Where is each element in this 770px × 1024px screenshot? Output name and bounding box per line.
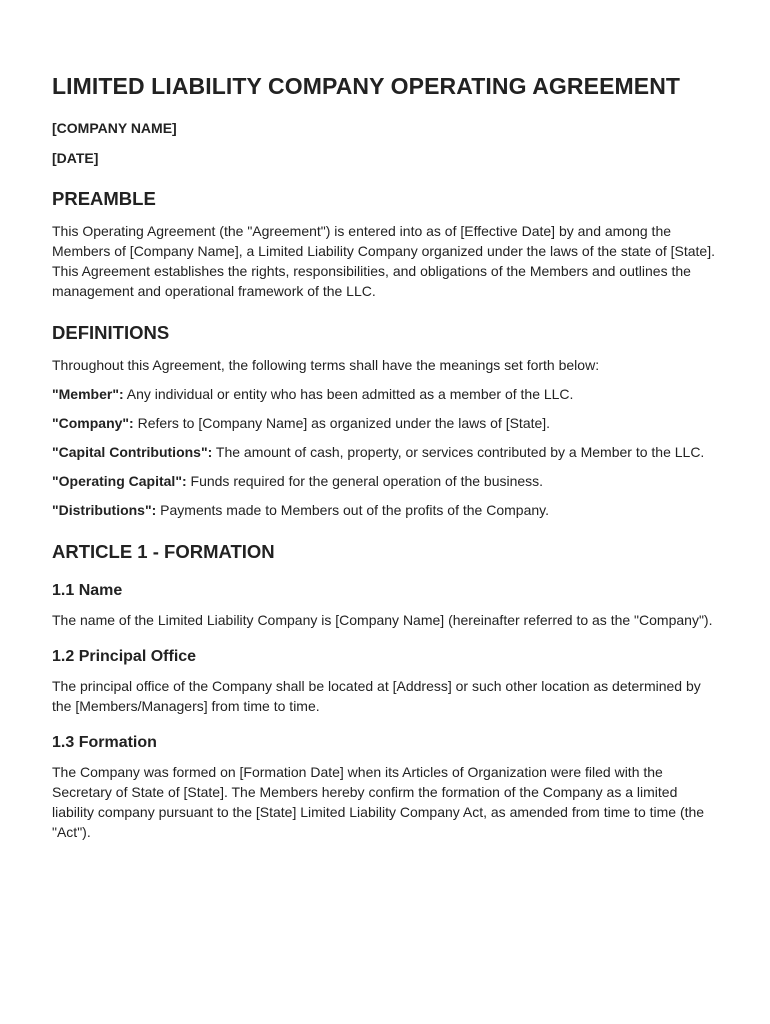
preamble-text: This Operating Agreement (the "Agreement") is entered into as of [Effective Date] by and among the Members of [Company Name], a Limited Liability Company organized under the laws of the state of [State]. This Agreement establishes the rights, responsibilities, and obligations of the Members and outlines the management and operational framework of the LLC. (52, 223, 715, 299)
section-1-2-text: The principal office of the Company shall be located at [Address] or such other location as determined by the [Members/Managers] from time to time. (52, 678, 701, 714)
definition-item (52, 500, 720, 520)
document-title: LIMITED LIABILITY COMPANY OPERATING AGREEMENT (52, 73, 681, 99)
definition-text: Funds required for the general operation of the business. (186, 473, 544, 489)
company-name-placeholder: [COMPANY NAME] (52, 120, 177, 136)
definition-item (52, 413, 720, 433)
definition-term: "Company": (52, 415, 134, 431)
preamble-section (52, 187, 720, 301)
definition-term: "Capital Contributions": (52, 444, 213, 460)
article-1-section (52, 540, 720, 842)
section-1-3-text: The Company was formed on [Formation Date] when its Articles of Organization were filed with the Secretary of State of [State]. The Members hereby confirm the formation of the Company as a limited liability company pursuant to the [State] Limited Liability Company Act, as amended from time to time (the "Act"). (52, 764, 705, 840)
section-1-2-heading: 1.2 Principal Office (52, 648, 197, 665)
definition-item (52, 471, 720, 491)
section-1-1-text: The name of the Limited Liability Company is [Company Name] (hereinafter referred to as the "Company"). (52, 612, 713, 628)
definition-term: "Member": (52, 386, 124, 402)
article-1-heading: ARTICLE 1 - FORMATION (52, 541, 275, 562)
definitions-intro: Throughout this Agreement, the following terms shall have the meanings set forth below: (52, 357, 600, 373)
definitions-heading: DEFINITIONS (52, 322, 170, 343)
section-1-3-heading: 1.3 Formation (52, 734, 157, 751)
definition-text: The amount of cash, property, or services contributed by a Member to the LLC. (212, 444, 705, 460)
section-1-1-heading: 1.1 Name (52, 582, 123, 599)
definitions-section (52, 321, 720, 520)
definition-item (52, 384, 720, 404)
definition-term: "Distributions": (52, 502, 157, 518)
preamble-heading: PREAMBLE (52, 188, 156, 209)
definition-term: "Operating Capital": (52, 473, 187, 489)
definition-text: Refers to [Company Name] as organized under the laws of [State]. (133, 415, 551, 431)
definition-text: Any individual or entity who has been admitted as a member of the LLC. (123, 386, 574, 402)
definition-text: Payments made to Members out of the profits of the Company. (156, 502, 549, 518)
date-placeholder: [DATE] (52, 150, 99, 166)
definition-item (52, 442, 720, 462)
